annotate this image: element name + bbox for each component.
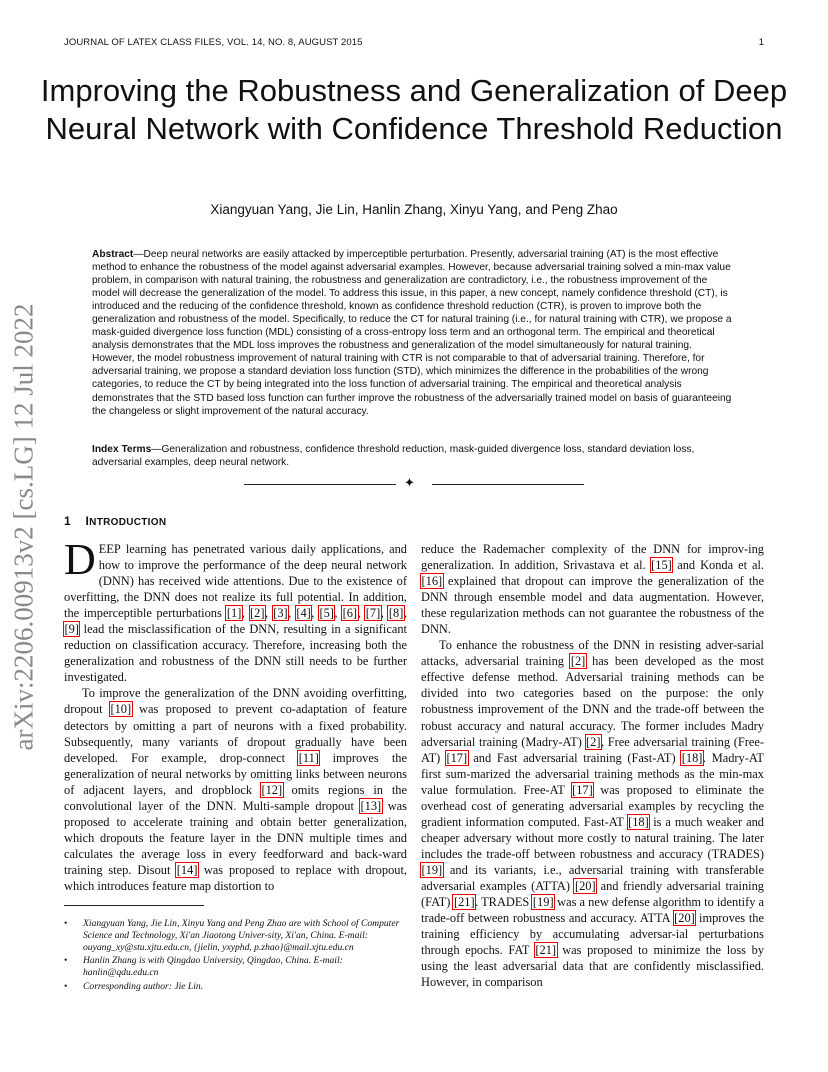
citation-link[interactable]: [10] xyxy=(110,702,132,717)
text-run: has been developed as the most effective defense method. Adversarial training methods can be divided into two categories based on the purpose: the only robustness improvement of the DNN and the trade-off between the robust accuracy and natural accuracy. The former includes Madry adversarial training (Madry-AT) xyxy=(421,654,764,749)
text-run: lead the misclassification of the DNN, resulting in a significant reduction on classification accuracy. Therefore, increasing both the generalization and robustness of the DNN still needs to be further investigated. xyxy=(64,622,407,685)
citation-link[interactable]: [12] xyxy=(261,782,283,797)
citation-link[interactable]: [20] xyxy=(674,911,695,926)
text-run: . TRADES xyxy=(475,895,533,910)
text-run: is a much weaker and cheaper adversary without more costly to natural training. The later includes the trade-off between robustness and accuracy (TRADES) xyxy=(421,814,764,861)
text-run: was proposed to accelerate training and obtain better generalization, which dropouts the feature layer in the DNN multiple times and calculates the average loss in every feedforward and back-ward training step. Disout xyxy=(64,798,407,877)
citation-link[interactable]: [4] xyxy=(296,606,311,621)
footnote-item xyxy=(64,918,407,953)
body-paragraph: DEEP learning has penetrated various daily applications, and how to improve the performance of the deep neural network (DNN) has received wide attentions. Due to the existence of overfitting, the DNN does not realize its full potential. In addition, the imperceptible perturbations [1], [2], [3], [4], [5], [6], [7], [8], [9] lead the misclassification of the DNN, resulting in a significant reduction on classification accuracy. Therefore, increasing both the generalization and robustness of the DNN still needs to be further investigated. xyxy=(64,535,407,685)
footnote-text: Hanlin Zhang is with Qingdao University, Qingdao, China. E-mail: hanlin@qdu.edu.cn xyxy=(83,955,343,979)
text-run: and Fast adversarial training (Fast-AT) xyxy=(467,750,682,765)
citation-link[interactable]: [2] xyxy=(586,734,601,749)
footnote-item xyxy=(64,955,407,979)
footnote-item xyxy=(64,981,407,993)
section-title-initial: I xyxy=(85,514,90,528)
body-paragraph xyxy=(421,637,764,990)
running-header: JOURNAL OF LATEX CLASS FILES, VOL. 14, NO. 8, AUGUST 2015 xyxy=(64,37,363,48)
author-list: Xiangyuan Yang, Jie Lin, Hanlin Zhang, Xinyu Yang, and Peng Zhao xyxy=(210,202,618,217)
citation-link[interactable]: [2] xyxy=(250,606,265,621)
body-paragraph xyxy=(64,685,407,894)
body-paragraph xyxy=(421,541,764,637)
abstract-text: —Deep neural networks are easily attacked by imperceptible perturbation. Presently, adversarial training (AT) is the most effective method to enhance the robustness of the model against adversarial examples. However, because adversarial training solved a min-max value problem, in comparison with natural training, the robustness and generalization are contradictory, i.e., the robustness improvement of the model will decrease the generalization of the model. To address this issue, in this paper, a new concept, namely confidence threshold (CT), is introduced and the reducing of the confidence threshold, known as confidence threshold reduction (CTR), is proven to improve both the generalization and robustness of the model. Specifically, to reduce the CT for natural training (i.e., for natural training with CTR), we propose a mask-guided divergence loss function (MDL) consisting of a cross-entropy loss term and an orthogonal term. The empirical and theoretical analysis demonstrates that the MDL loss improves the robustness and generalization of the model simultaneously for natural training. However, the model robustness improvement of natural training with CTR is not comparable to that of adversarial training. Therefore, for adversarial training, we propose a standard deviation loss function (STD), which minimizes the difference in the probabilities of the wrong categories, to reduce the CT by being integrated into the loss function of adversarial training. The empirical and theoretical analysis demonstrates that the STD based loss function can further improve the robustness of the adversarially trained model on basis of guaranteeing the changeless or slight improvement of the natural accuracy. xyxy=(92,249,732,417)
text-run: omits regions in the convolutional layer of the DNN. Multi-sample dropout xyxy=(64,782,407,813)
citation-link[interactable]: [8] xyxy=(388,606,404,621)
text-run: was proposed to replace with dropout, which introduces feature map distortion to xyxy=(64,862,408,893)
section-separator xyxy=(244,477,584,491)
text-run: . Madry-AT first sum-marized the adversarial training methods as the min-max value formulation. Free-AT xyxy=(421,750,764,797)
separator-line-right xyxy=(432,484,584,485)
section-heading xyxy=(64,514,166,528)
text-run: To improve the generalization of the DNN avoiding overfitting, dropout xyxy=(64,686,407,717)
text-run: was proposed to prevent co-adaptation of feature detectors by omitting a part of neurons with a fixed probability. Subsequently, many variants of dropout gradually have been developed. For example, drop-connect xyxy=(64,702,407,765)
text-run: improves the generalization of neural networks by omitting links between neurons of adjacent layers, and dropblock xyxy=(64,750,407,797)
text-run: and Konda et al. xyxy=(672,558,765,573)
citation-link[interactable]: [14] xyxy=(176,862,198,877)
citation-link[interactable]: [9] xyxy=(64,622,79,637)
citation-link[interactable]: [19] xyxy=(421,862,443,877)
bullet-icon: • xyxy=(64,918,68,929)
abstract-label: Abstract xyxy=(92,249,134,260)
citation-link[interactable]: [2] xyxy=(570,654,586,669)
bullet-icon: • xyxy=(64,955,68,967)
text-run: and friendly adversarial training (FAT) xyxy=(421,878,764,910)
separator-star-icon: ✦ xyxy=(404,475,415,490)
lead-word: EEP xyxy=(98,542,121,556)
text-run: , Free adversarial training (Free-AT) xyxy=(421,734,764,765)
footnotes xyxy=(64,918,407,995)
citation-link[interactable]: [7] xyxy=(365,606,381,621)
arxiv-identifier-text: arXiv:2206.00913v2 [cs.LG] 12 Jul 2022 xyxy=(8,303,39,751)
text-run: explained that dropout can improve the generalization of the DNN through ensemble model and data augmentation. However, these regularization methods can not guarantee the robustness of the DNN. xyxy=(421,574,764,637)
citation-link[interactable]: [15] xyxy=(651,558,672,573)
citation-link[interactable]: [18] xyxy=(628,814,649,829)
paper-title: Improving the Robustness and Generalization of Deep Neural Network with Confidence Threshold Reduction xyxy=(40,73,788,146)
section-title-rest: NTRODUCTION xyxy=(89,517,167,528)
text-run: and its variants, i.e., adversarial training with transferable adversarial examples (ATTA) xyxy=(421,862,764,893)
text-run: reduce the Rademacher complexity of the DNN for improv-ing generalization. In addition, Srivastava et al. xyxy=(421,542,764,573)
section-number: 1 xyxy=(64,514,71,528)
citation-link[interactable]: [21] xyxy=(535,943,557,958)
citation-link[interactable]: [16] xyxy=(421,574,443,589)
body-column-left xyxy=(64,535,408,894)
index-terms-label: Index Terms xyxy=(92,444,152,455)
text-run: To enhance the robustness of the DNN in resisting adver-sarial attacks, adversarial training xyxy=(421,638,764,669)
citation-link[interactable]: [17] xyxy=(446,750,468,765)
index-terms xyxy=(92,443,736,469)
citation-link[interactable]: [1] xyxy=(226,606,242,621)
citation-link[interactable]: [19] xyxy=(532,895,554,910)
body-column-right xyxy=(421,541,764,990)
citation-link[interactable]: [11] xyxy=(298,750,319,765)
text-run: improves the training efficiency by accumulating adversar-ial perturbations through epochs. FAT xyxy=(421,911,765,958)
text-run: was proposed to eliminate the overhead cost of generating adversarial examples by recycling the gradient information computed. Fast-AT xyxy=(421,782,764,829)
footnote-text: Xiangyuan Yang, Jie Lin, Xinyu Yang and Peng Zhao are with School of Computer Science and Technology, Xi'an Jiaotong Univer-sity, Xi'an, China. E-mail: ouyang_xy@stu.xjtu.edu.cn, {jielin, yxyphd, p.zhao}@mail.xjtu.edu.cn xyxy=(83,918,400,953)
text-run: was proposed to minimize the loss by using the least adversarial data that are confidently misclassified. However, in comparison xyxy=(421,943,765,990)
citation-link[interactable]: [18] xyxy=(681,750,703,765)
text-run: learning has penetrated various daily applications, and how to improve the performance of the deep neural network (DNN) has received wide attentions. Due to the existence of overfitting, the DNN does not realize its full potential. In addition, the imperceptible perturbations xyxy=(64,542,407,621)
citation-link[interactable]: [20] xyxy=(574,878,596,893)
page-number: 1 xyxy=(758,37,764,48)
citation-link[interactable]: [3] xyxy=(273,606,288,621)
arxiv-identifier xyxy=(4,296,44,758)
footnote-text: Corresponding author: Jie Lin. xyxy=(83,980,204,992)
index-terms-text: —Generalization and robustness, confidence threshold reduction, mask-guided divergence loss, standard deviation loss, adversarial examples, deep neural network. xyxy=(92,444,695,469)
citation-link[interactable]: [21] xyxy=(453,895,475,910)
separator-line-left xyxy=(244,484,396,485)
drop-cap: D xyxy=(64,535,96,584)
bullet-icon: • xyxy=(64,980,68,992)
footnote-rule xyxy=(64,905,204,906)
abstract xyxy=(92,248,736,418)
citation-link[interactable]: [5] xyxy=(319,606,334,621)
citation-link[interactable]: [17] xyxy=(572,782,593,797)
citation-link[interactable]: [13] xyxy=(360,798,382,813)
citation-link[interactable]: [6] xyxy=(342,606,358,621)
text-run: was a new defense algorithm to identify a trade-off between robustness and accuracy. ATTA xyxy=(421,895,765,926)
